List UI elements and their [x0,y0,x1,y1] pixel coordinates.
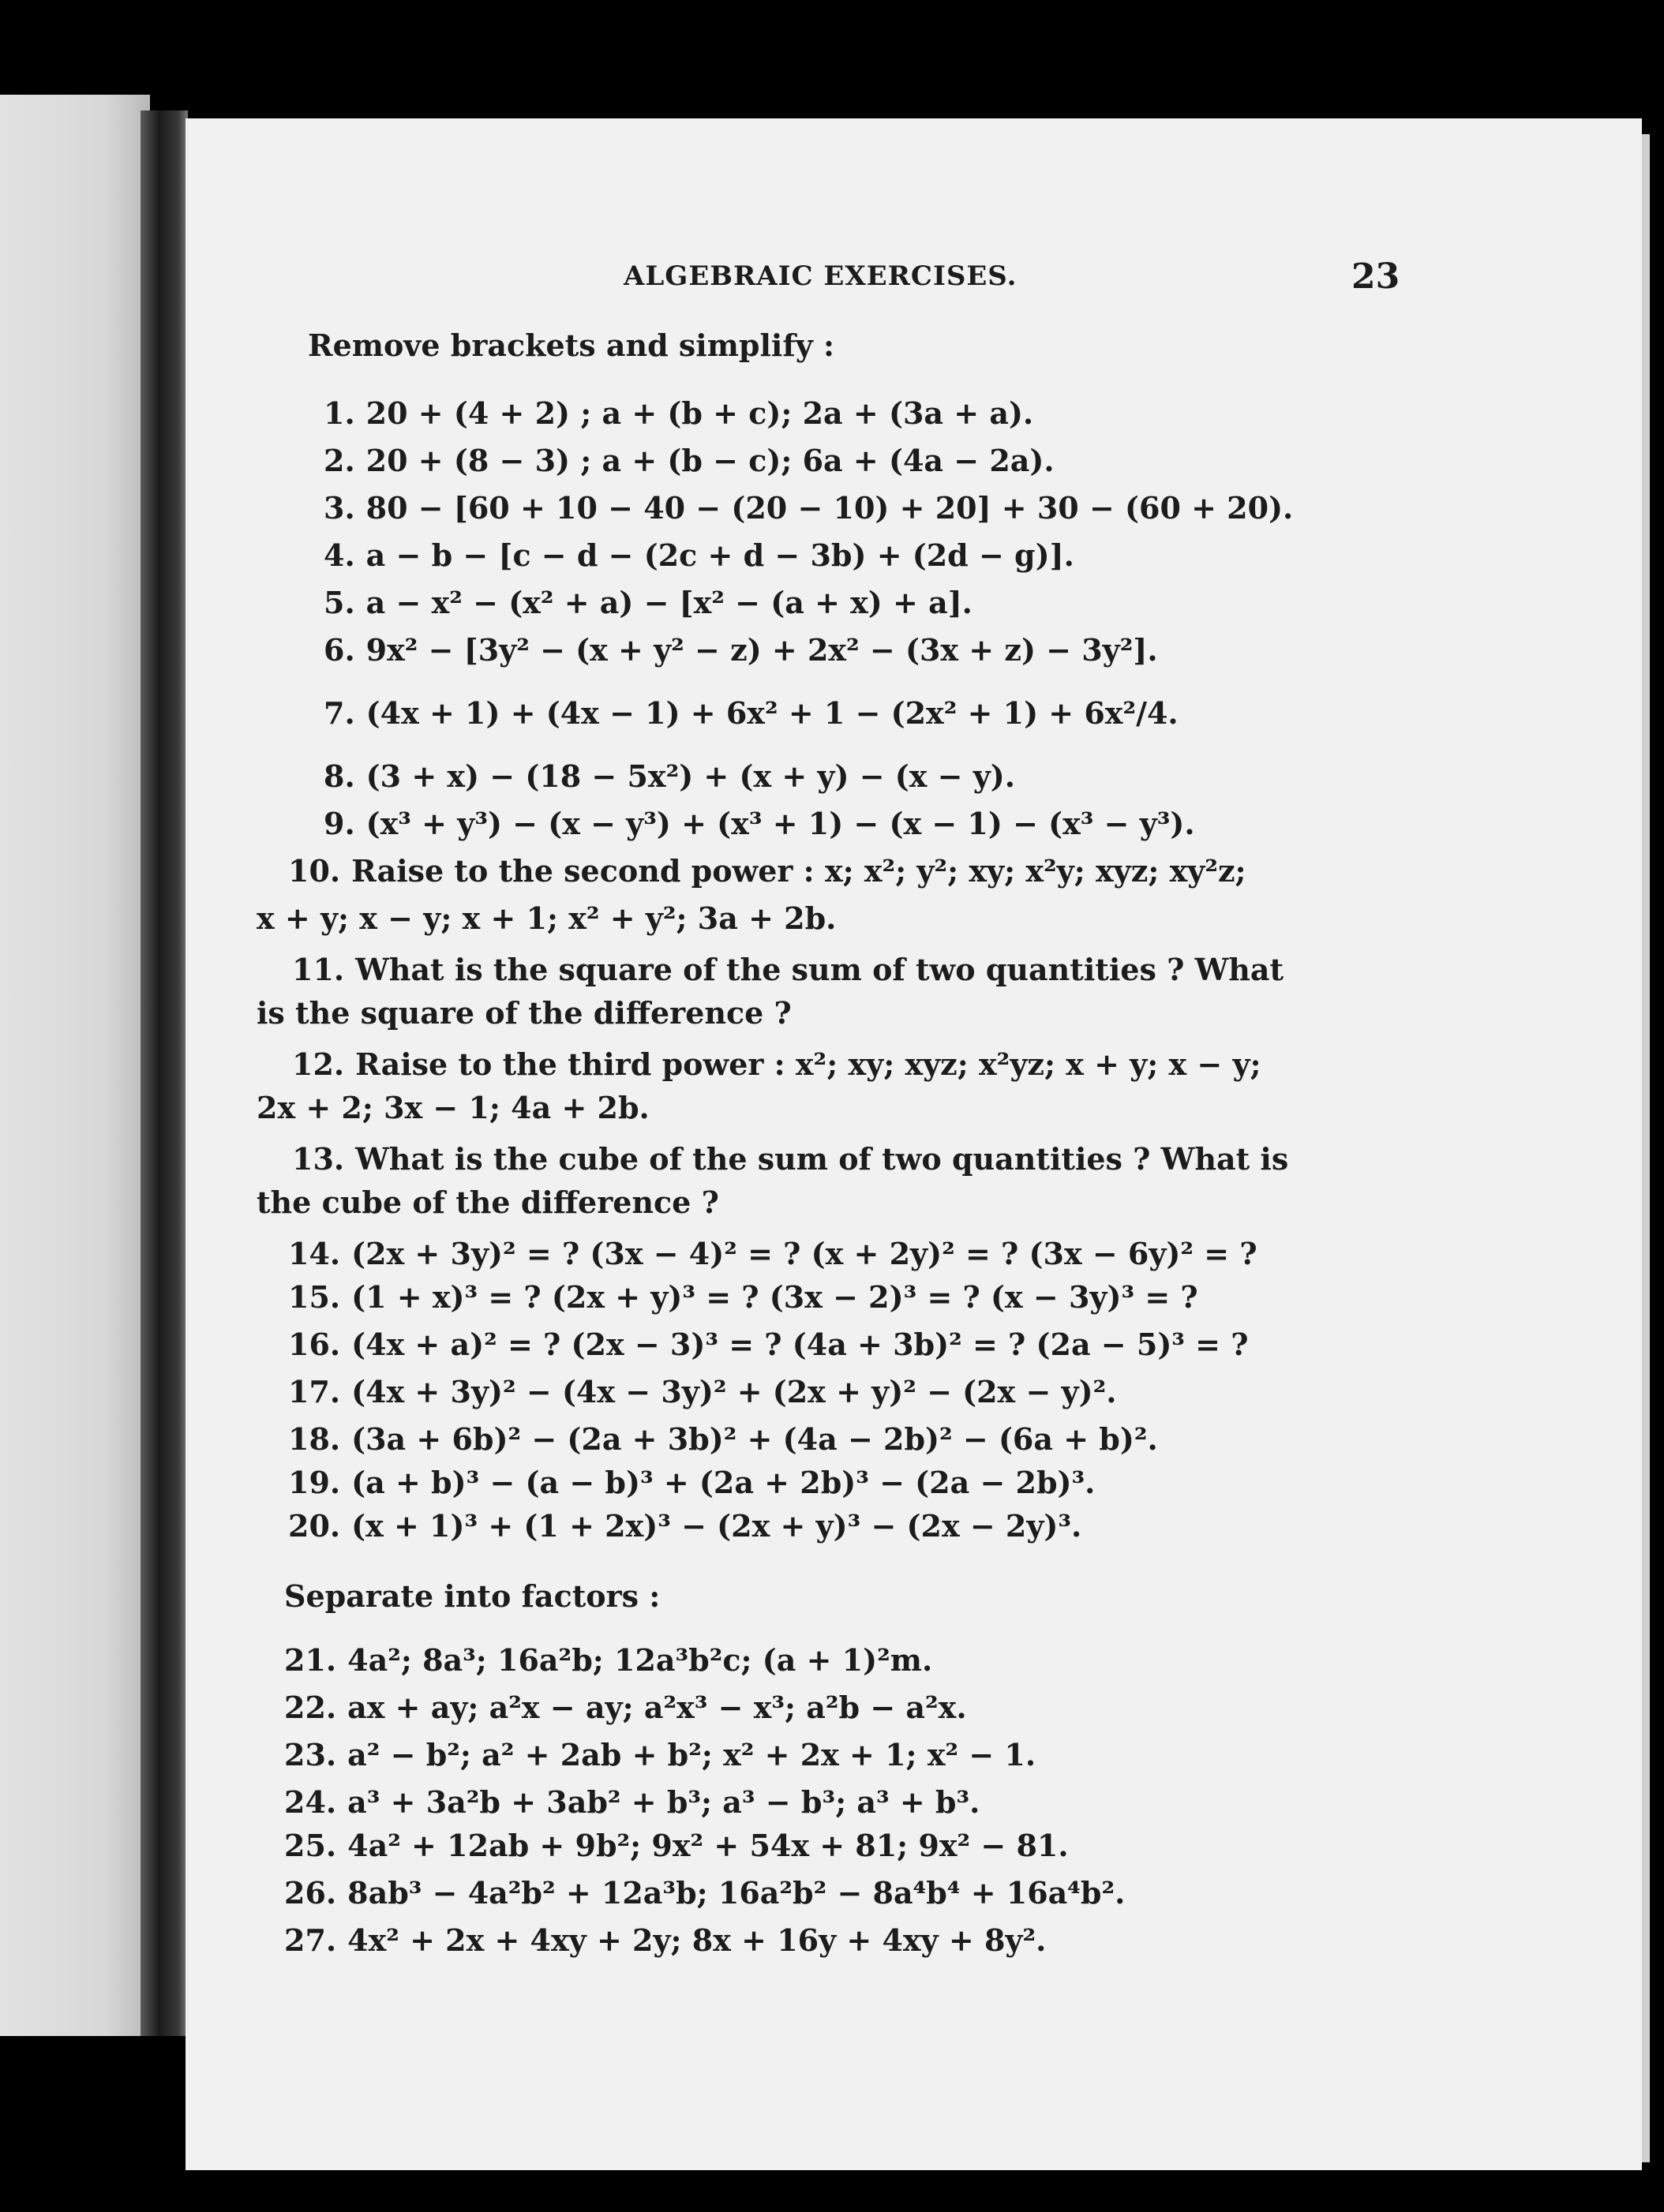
exercise-text: (4x + 1) + (4x − 1) + 6x² + 1 − (2x² + 1) + 6x²/4. [365,695,1179,731]
exercise-23 [284,1737,1036,1772]
exercise-12-continuation: 2x + 2; 3x − 1; 4a + 2b. [257,1090,650,1125]
left-page-edge [0,95,150,2036]
exercise-number: 19. [288,1465,341,1500]
exercise-13-continuation: the cube of the difference ? [257,1185,719,1220]
exercise-text: (4x + a)² = ? (2x − 3)³ = ? (4a + 3b)² = ? (2a − 5)³ = ? [351,1327,1249,1362]
exercise-text: 4a² + 12ab + 9b²; 9x² + 54x + 81; 9x² − 81. [347,1828,1069,1863]
exercise-number: 4. [324,537,355,573]
exercise-11 [292,952,1284,987]
exercise-number: 16. [288,1327,341,1362]
exercise-2 [324,443,1055,478]
exercise-text: 4a²; 8a³; 16a²b; 12a³b²c; (a + 1)²m. [347,1642,933,1678]
exercise-9 [324,806,1195,841]
exercise-number: 5. [324,585,355,620]
exercise-26 [284,1875,1126,1911]
exercise-22 [284,1690,967,1725]
exercise-text: 20 + (4 + 2) ; a + (b + c); 2a + (3a + a). [365,395,1034,431]
exercise-text: a − b − [c − d − (2c + d − 3b) + (2d − g)]. [365,537,1074,573]
exercise-text: (3 + x) − (18 − 5x²) + (x + y) − (x − y). [365,758,1016,794]
exercise-number: 21. [284,1642,337,1678]
exercise-11-continuation: is the square of the difference ? [257,995,792,1031]
exercise-text: ax + ay; a²x − ay; a²x³ − x³; a²b − a²x. [347,1690,967,1725]
exercise-8 [324,758,1016,794]
exercise-text: What is the square of the sum of two quantities ? What [355,952,1284,987]
exercise-14 [288,1236,1257,1271]
exercise-text: 9x² − [3y² − (x + y² − z) + 2x² − (3x + z) − 3y²]. [365,632,1158,668]
exercise-5 [324,585,973,620]
exercise-number: 7. [324,695,355,731]
exercise-text: a³ + 3a²b + 3ab² + b³; a³ − b³; a³ + b³. [347,1784,980,1820]
exercise-number: 8. [324,758,355,794]
running-title: ALGEBRAIC EXERCISES. [624,260,1018,292]
exercise-number: 11. [292,952,345,987]
exercise-24 [284,1784,980,1820]
exercise-number: 3. [324,490,355,526]
exercise-number: 14. [288,1236,341,1271]
exercise-6 [324,632,1158,668]
exercise-18 [288,1421,1158,1457]
exercise-text: (3a + 6b)² − (2a + 3b)² + (4a − 2b)² − (6a + b)². [351,1421,1158,1457]
section-heading-remove-brackets: Remove brackets and simplify : [308,327,835,363]
exercise-7 [324,695,1179,731]
exercise-number: 2. [324,443,355,478]
exercise-text: 4x² + 2x + 4xy + 2y; 8x + 16y + 4xy + 8y². [347,1922,1047,1958]
exercise-number: 17. [288,1374,341,1409]
exercise-text: Raise to the third power : x²; xy; xyz; x²yz; x + y; x − y; [355,1046,1261,1082]
exercise-number: 18. [288,1421,341,1457]
exercise-3 [324,490,1294,526]
exercise-number: 13. [292,1141,345,1177]
exercise-number: 6. [324,632,355,668]
exercise-19 [288,1465,1096,1500]
exercise-text: (a + b)³ − (a − b)³ + (2a + 2b)³ − (2a − 2b)³. [351,1465,1096,1500]
exercise-text: (1 + x)³ = ? (2x + y)³ = ? (3x − 2)³ = ? (x − 3y)³ = ? [351,1279,1198,1315]
exercise-number: 15. [288,1279,341,1315]
exercise-10-continuation: x + y; x − y; x + 1; x² + y²; 3a + 2b. [257,900,837,936]
exercise-1 [324,395,1034,431]
exercise-20 [288,1508,1082,1544]
exercise-15 [288,1279,1198,1315]
exercise-21 [284,1642,933,1678]
exercise-text: 80 − [60 + 10 − 40 − (20 − 10) + 20] + 30 − (60 + 20). [365,490,1294,526]
exercise-number: 23. [284,1737,337,1772]
book-gutter [141,110,188,2036]
exercise-25 [284,1828,1069,1863]
exercise-number: 9. [324,806,355,841]
exercise-number: 25. [284,1828,337,1863]
exercise-text: 20 + (8 − 3) ; a + (b − c); 6a + (4a − 2a). [365,443,1055,478]
exercise-13 [292,1141,1289,1177]
exercise-text: (2x + 3y)² = ? (3x − 4)² = ? (x + 2y)² = ? (3x − 6y)² = ? [351,1236,1257,1271]
exercise-16 [288,1327,1249,1362]
exercise-10 [288,853,1246,889]
page-right-edge [1642,134,1650,2162]
exercise-text: What is the cube of the sum of two quantities ? What is [355,1141,1289,1177]
exercise-text: 8ab³ − 4a²b² + 12a³b; 16a²b² − 8a⁴b⁴ + 16a⁴b². [347,1875,1126,1911]
exercise-number: 27. [284,1922,337,1958]
page-number: 23 [1351,256,1400,297]
exercise-27 [284,1922,1047,1958]
exercise-number: 26. [284,1875,337,1911]
exercise-text: Raise to the second power : x; x²; y²; xy; x²y; xyz; xy²z; [351,853,1246,889]
exercise-4 [324,537,1074,573]
exercise-text: (4x + 3y)² − (4x − 3y)² + (2x + y)² − (2x − y)². [351,1374,1117,1409]
exercise-text: (x³ + y³) − (x − y³) + (x³ + 1) − (x − 1) − (x³ − y³). [365,806,1195,841]
exercise-12 [292,1046,1261,1082]
exercise-text: (x + 1)³ + (1 + 2x)³ − (2x + y)³ − (2x − 2y)³. [351,1508,1082,1544]
exercise-number: 10. [288,853,341,889]
section-heading-factors: Separate into factors : [284,1578,661,1614]
exercise-17 [288,1374,1117,1409]
exercise-number: 24. [284,1784,337,1820]
exercise-number: 12. [292,1046,345,1082]
exercise-number: 22. [284,1690,337,1725]
exercise-number: 20. [288,1508,341,1544]
exercise-number: 1. [324,395,355,431]
exercise-text: a − x² − (x² + a) − [x² − (a + x) + a]. [365,585,973,620]
exercise-text: a² − b²; a² + 2ab + b²; x² + 2x + 1; x² − 1. [347,1737,1036,1772]
